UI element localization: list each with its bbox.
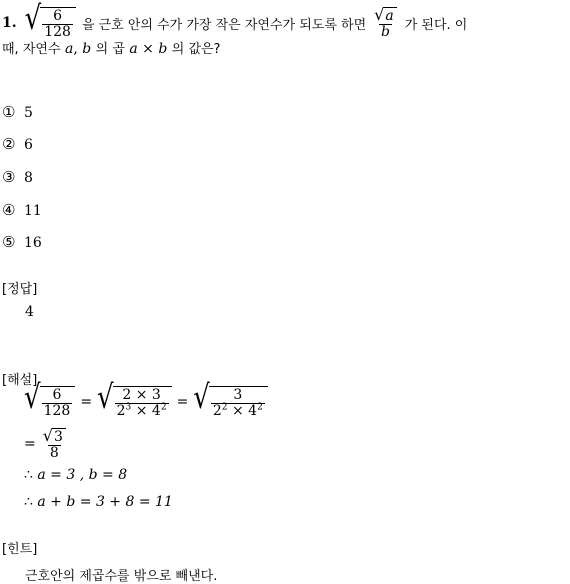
question-var-b: b	[82, 41, 92, 57]
sol-line-ab: a = 3 , b = 8	[37, 467, 128, 483]
therefore-symbol: ∴	[24, 494, 33, 510]
sol-f1-num: 6	[52, 387, 62, 403]
choice-2[interactable]	[2, 135, 33, 153]
question-var-a: a	[64, 41, 74, 57]
sol-f4-den: 8	[49, 444, 59, 461]
choice-mark: ⑤	[2, 233, 16, 251]
choice-mark: ②	[2, 135, 16, 153]
choice-4[interactable]	[2, 201, 42, 219]
question-product: a × b	[129, 41, 168, 57]
sol-f2-den-mid: × 4	[131, 402, 161, 419]
sol-f3-den-mid: × 4	[227, 402, 258, 419]
sol-f2-den-exp1: 3	[125, 402, 132, 413]
question-text-b: 가 된다. 이	[404, 17, 468, 33]
choice-mark: ①	[2, 103, 16, 121]
therefore-symbol: ∴	[24, 467, 33, 483]
question-sqrt: √ $\frac{6}{128}$	[25, 7, 76, 39]
hint-label: [힌트]	[2, 542, 38, 557]
sol-eq-3: =	[24, 436, 36, 453]
sol-f3-den-exp1: 2	[221, 402, 228, 413]
sol-f3-num: 3	[233, 387, 243, 403]
result-var-a: a	[383, 7, 396, 24]
question-line-2	[2, 38, 220, 57]
sol-f3-den-exp2: 2	[257, 402, 263, 413]
choice-value: 6	[24, 137, 33, 153]
sol-f1-den: 128	[43, 402, 71, 419]
choice-value: 16	[24, 235, 42, 251]
solution-label: [해설]	[2, 373, 38, 388]
sol-eq-2: =	[176, 394, 189, 411]
choice-1[interactable]	[2, 103, 33, 121]
hint-text: 근호안의 제곱수를 밖으로 빼낸다.	[25, 569, 218, 584]
sol-line-sum: a + b = 3 + 8 = 11	[37, 494, 173, 510]
answer-label: [정답]	[2, 282, 38, 297]
sol-f2-den-base: 2	[116, 402, 126, 419]
question-frac-den: 128	[44, 23, 71, 40]
question-line2-a: 때, 자연수	[2, 42, 61, 57]
sol-f2-num: 2 × 3	[122, 387, 161, 403]
question-line2-c: 의 값은?	[171, 42, 221, 57]
question-comma: ,	[73, 41, 78, 57]
choice-3[interactable]	[2, 168, 33, 186]
choice-value: 5	[24, 105, 33, 121]
question-frac-num: 6	[53, 7, 63, 24]
sol-f3-den-base: 2	[212, 402, 222, 419]
choice-mark: ③	[2, 168, 16, 186]
choice-5[interactable]	[2, 233, 42, 251]
solution-line-sum	[24, 494, 173, 510]
choice-mark: ④	[2, 201, 16, 219]
sol-f4-sqrt: 3	[52, 428, 66, 445]
question-text-a: 을 근호 안의 수가 가장 작은 자연수가 되도록 하면	[81, 17, 367, 33]
solution-line-ab	[24, 467, 127, 483]
question-number: 1.	[2, 15, 17, 31]
solution-eq-2: = √ 3 8	[24, 428, 68, 460]
choice-value: 8	[24, 170, 33, 186]
result-var-b: b	[380, 23, 390, 40]
sol-f2-den-exp2: 2	[160, 402, 167, 413]
question-line2-b: 의 곱	[95, 42, 125, 57]
choice-value: 11	[24, 203, 42, 219]
sol-eq-1: =	[80, 394, 93, 411]
question-result-frac: √ a b	[372, 7, 399, 39]
answer-value: 4	[25, 304, 34, 320]
solution-eq-1: √ $\frac{6}{128}$ = √ $\frac{2 \times 3}{2^3 \times 4^2}$ = √ $\frac{3}{2^2 \times 4^2}$	[24, 386, 268, 418]
